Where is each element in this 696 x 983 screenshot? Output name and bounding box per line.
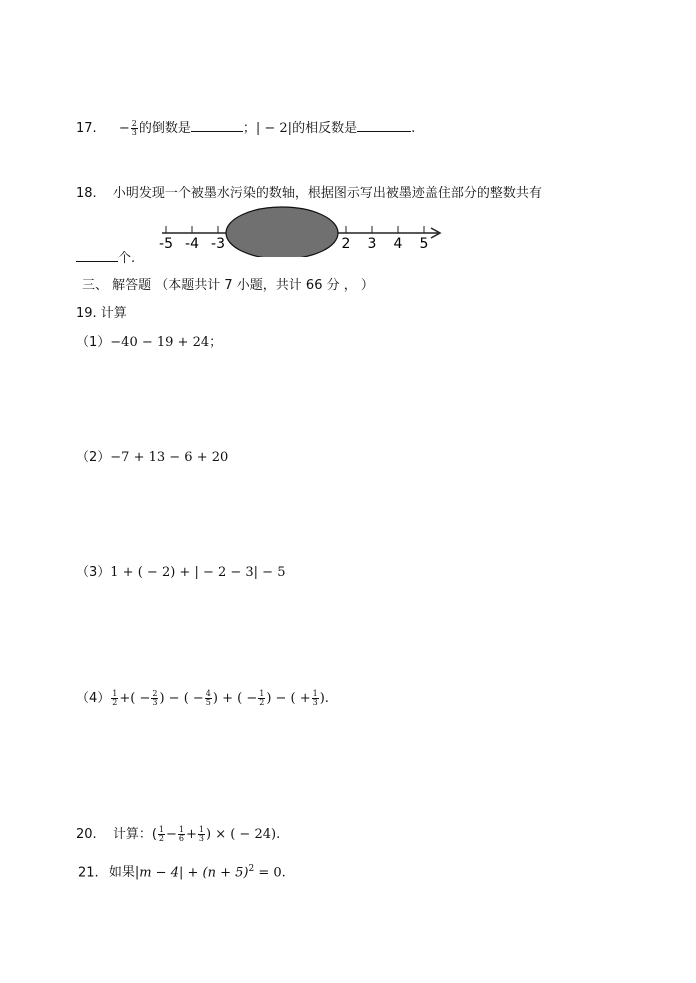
- question-text: 如果|: [108, 865, 140, 881]
- question-text: 的相反数是: [292, 121, 358, 136]
- absolute-value: | − 2|: [255, 121, 293, 136]
- tick-label: 3: [367, 236, 377, 252]
- ink-blot: [226, 207, 338, 257]
- tick-label: -5: [159, 236, 173, 252]
- operator: −: [166, 827, 177, 842]
- fraction: $\frac{1}{3}$: [198, 825, 204, 843]
- fraction: $\frac{1}{2}$: [112, 689, 118, 707]
- expression: = 0.: [254, 865, 286, 881]
- tick-label: 2: [341, 236, 351, 252]
- expression: 1 + ( − 2) + | − 2 − 3| − 5: [110, 565, 286, 580]
- question-19-part-4: [76, 690, 329, 707]
- question-17: [76, 119, 415, 137]
- period: .: [411, 121, 416, 136]
- question-18-tail: [76, 249, 135, 265]
- fraction: $\frac{2}{3}$: [152, 689, 158, 707]
- part-label: （2）: [76, 450, 111, 465]
- fraction: $\frac{1}{6}$: [178, 825, 184, 843]
- question-number: 21.: [78, 865, 99, 881]
- question-19-part-2: [76, 451, 228, 464]
- separator: ；: [242, 121, 256, 136]
- exponent: 2: [248, 864, 255, 874]
- operator: ).: [319, 691, 329, 706]
- operator: ) − ( −: [159, 691, 204, 706]
- operator: +: [186, 827, 197, 842]
- question-title: 19. 计算: [76, 306, 127, 321]
- section-title: 三、 解答题 （本题共计 7 小题，共计 66 分 ， ）: [82, 278, 374, 293]
- expression: ) × ( − 24).: [206, 827, 281, 842]
- expression: −7 + 13 − 6 + 20: [110, 450, 229, 465]
- expression: −40 − 19 + 24；: [110, 335, 223, 350]
- question-text: 个.: [118, 251, 136, 266]
- fraction: $\frac{1}{3}$: [312, 689, 318, 707]
- answer-blank[interactable]: [76, 249, 118, 262]
- question-21: [78, 865, 286, 879]
- part-label: （4）: [76, 691, 111, 706]
- tick-label: -4: [185, 236, 199, 252]
- operator: ) − ( +: [266, 691, 311, 706]
- tick-label: 5: [419, 236, 429, 252]
- operator: +( −: [119, 691, 151, 706]
- minus-sign: −: [118, 121, 130, 136]
- answer-blank[interactable]: [357, 119, 411, 132]
- question-number: 18.: [76, 186, 97, 201]
- question-text: 计算：(: [112, 827, 157, 842]
- question-19-part-3: [76, 566, 285, 579]
- fraction: $\frac{4}{5}$: [205, 689, 211, 707]
- fraction: $\frac{1}{2}$: [259, 689, 265, 707]
- section-heading: [82, 279, 374, 292]
- fraction: $\frac{1}{2}$: [158, 825, 164, 843]
- question-text: 的倒数是: [138, 121, 191, 136]
- operator: ) + ( −: [212, 691, 258, 706]
- part-label: （1）: [76, 335, 111, 350]
- question-text: 小明发现一个被墨水污染的数轴，根据图示写出被墨迹盖住部分的整数共有: [112, 186, 542, 201]
- question-20: [76, 826, 280, 843]
- fraction: $\frac{2}{3}$: [131, 119, 137, 137]
- tick-label: 4: [393, 236, 403, 252]
- number-line-figure: [150, 185, 450, 257]
- tick-label: -3: [211, 236, 225, 252]
- expression: m − 4| + (n + 5): [139, 865, 249, 881]
- part-label: （3）: [76, 565, 111, 580]
- question-number: 17.: [76, 121, 97, 136]
- question-19-part-1: [76, 336, 222, 349]
- question-19-title: [76, 307, 127, 320]
- question-number: 20.: [76, 827, 97, 842]
- answer-blank[interactable]: [191, 119, 243, 132]
